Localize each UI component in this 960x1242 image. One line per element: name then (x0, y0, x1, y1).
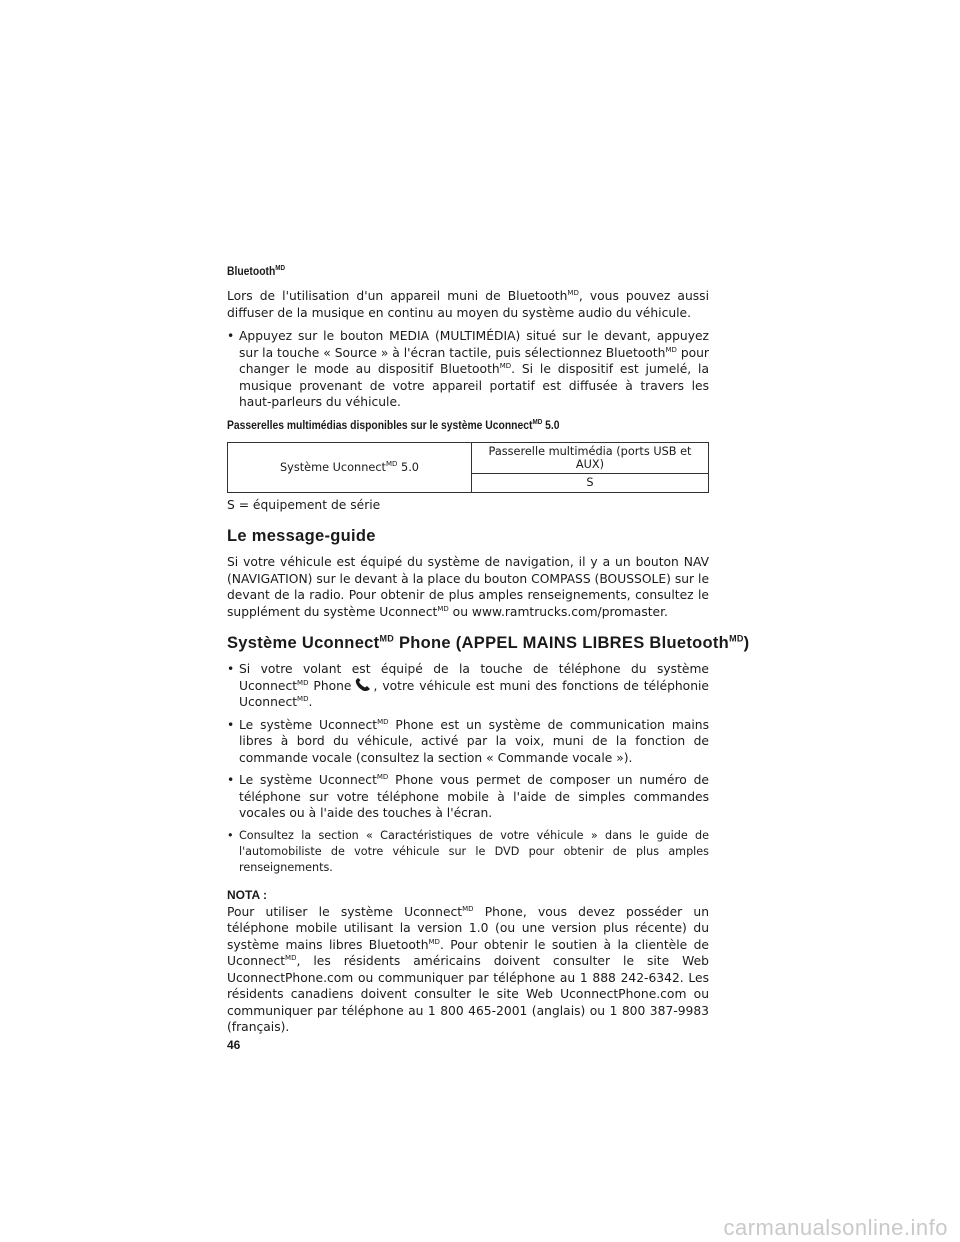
list-item: • Le système Uconnect$^{MD}$ Phone vous permet de composer un numéro de téléphone sur votre téléphone mobile à l'aide de simples commandes vocales ou à l'aide des touches à l'écran. (227, 772, 709, 820)
bullet-icon: • (227, 717, 235, 732)
list-item: • Appuyez sur le bouton MEDIA (MULTIMÉDIA) situé sur le devant, appuyez sur la touche « Source » à l'écran tactile, puis sélectionnez Bluetooth$^{MD}$ pour changer le mode au dispositif Bluetooth$^{MD}$. Si le dispositif est jumelé, la musique provenant de votre appareil portatif est diffusée à travers les haut-parleurs du véhicule. (227, 329, 709, 409)
bullet-icon: • (227, 773, 235, 787)
guide-message-title: Le message-guide (227, 527, 376, 545)
note-text: Pour utiliser le système Uconnect$^{MD}$ Phone, vous devez posséder un téléphone mobile utilisant la version 1.0 (ou une version plus récente) du système mains libres Bluetooth$^{MD}$. Pour obtenir le soutien à la clientèle de Uconnect$^{MD}$, les résidents américains doivent consulter le site Web UconnectPhone.com ou communiquer par téléphone au 1 888 242-6342. Les résidents canadiens doivent consulter le site Web UconnectPhone.com ou communiquer par téléphone au 1 800 465-2001 (anglais) ou 1 800 387-9983 (français). (227, 904, 709, 1034)
bluetooth-intro: Lors de l'utilisation d'un appareil muni de Bluetooth$^{MD}$, vous pouvez aussi diffuser de la musique en continu au moyen du système audio du véhicule. (227, 288, 709, 320)
table-cell-system: Système Uconnect$^{MD}$ 5.0 (228, 442, 472, 492)
gateways-table (227, 442, 709, 493)
phone-title: Système Uconnect$^{MD}$ Phone (APPEL MAINS LIBRES Bluetooth$^{MD}$) (227, 633, 750, 652)
table-row (228, 442, 709, 473)
bullet-icon: • (227, 662, 235, 676)
bluetooth-bullet-list (227, 328, 709, 411)
gateways-heading: Passerelles multimédias disponibles sur le système Uconnect$^{MD}$ 5.0 (227, 418, 560, 432)
phone-icon (354, 678, 372, 692)
phone-bullet-list (227, 661, 709, 876)
table-cell-value: S (472, 473, 709, 492)
list-item: • Si votre volant est équipé de la touche de téléphone du système Uconnect$^{MD}$ Phone , votre véhicule est muni des fonctions de téléphonie Uconnect$^{MD}$. (227, 662, 709, 709)
gateways-legend: S = équipement de série (227, 497, 381, 512)
page-content (227, 265, 750, 1043)
list-item: • Le système Uconnect$^{MD}$ Phone est un système de communication mains libres à bord du véhicule, activé par la voix, muni de la fonction de commande vocale (consultez la section « Commande vocale »). (227, 717, 709, 765)
list-item: • Consultez la section « Caractéristiques de votre véhicule » dans le guide de l'automobiliste de votre véhicule sur le DVD pour obtenir de plus amples renseignements. (227, 828, 709, 874)
note-title: NOTA : (227, 887, 267, 902)
bluetooth-heading: Bluetooth$^{MD}$ (227, 265, 286, 278)
watermark: carmanualsonline.info (723, 1215, 948, 1240)
bullet-icon: • (227, 828, 234, 842)
guide-message-text: Si votre véhicule est équipé du système de navigation, il y a un bouton NAV (NAVIGATION) sur le devant à la place du bouton COMPASS (BOUSSOLE) sur le devant de la radio. Pour obtenir de plus amples renseignements, consultez le supplément du système Uconnect$^{MD}$ ou www.ramtrucks.com/promaster. (227, 555, 710, 619)
bullet-icon: • (227, 329, 235, 343)
table-header-gateway: Passerelle multimédia (ports USB et AUX) (472, 442, 709, 473)
page-number: 46 (227, 1038, 241, 1052)
